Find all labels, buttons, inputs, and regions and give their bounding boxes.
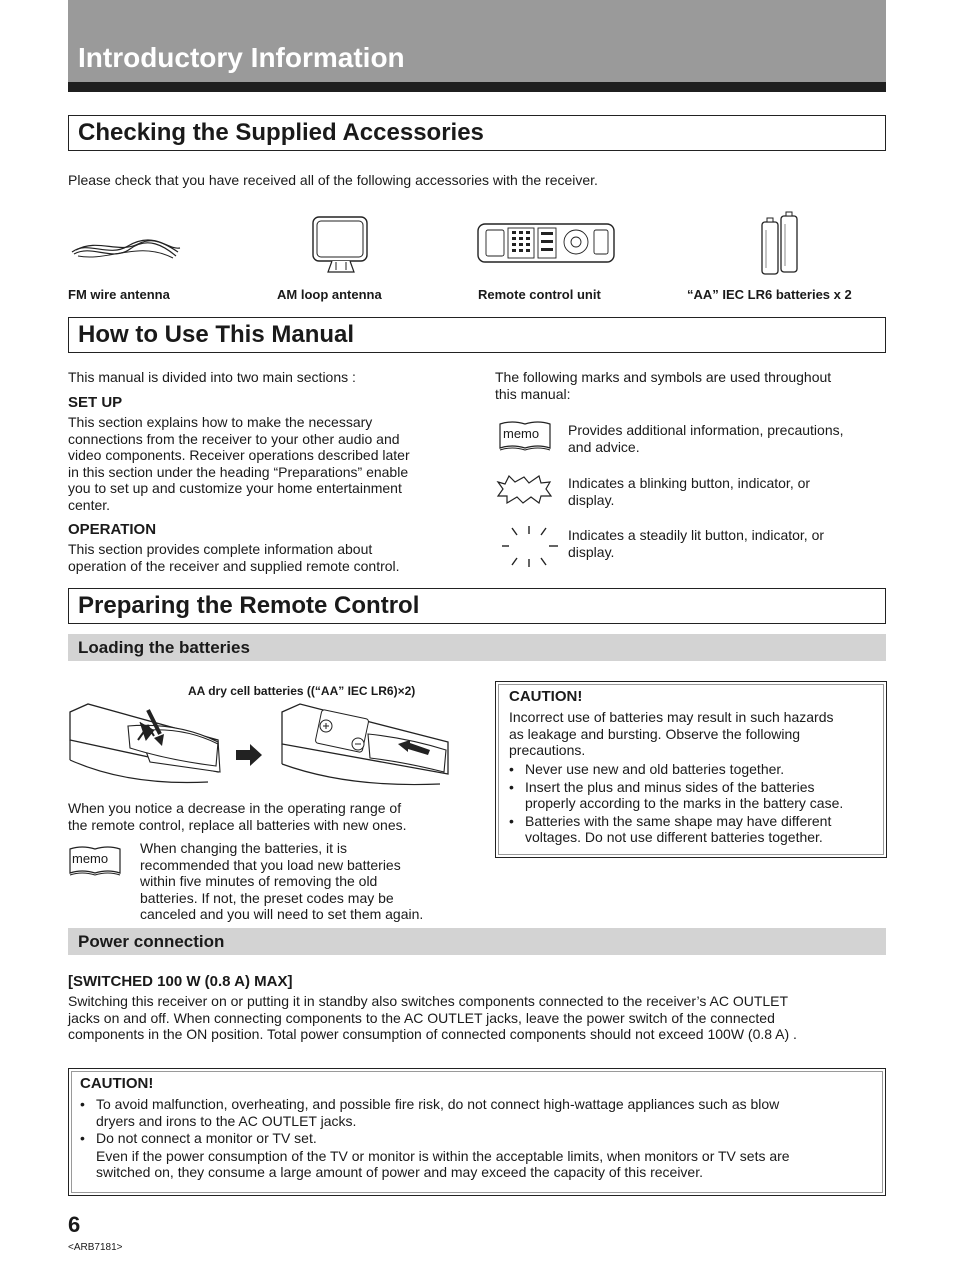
battery-caution-box <box>495 681 887 858</box>
list-item <box>80 1096 880 1129</box>
aa-batteries-icon <box>756 210 802 278</box>
power-caution-list <box>80 1096 880 1181</box>
power-connection-body <box>68 993 886 1043</box>
battery-caution-intro <box>509 709 879 759</box>
text-line: within five minutes of removing the old <box>140 873 378 889</box>
mark-memo-description <box>568 422 888 455</box>
text-line: switched on, they consume a large amount of power and may exceed the capacity of this receiver. <box>96 1164 703 1180</box>
text-line: the remote control, replace all batteries with new ones. <box>68 816 407 833</box>
lit-indicator-icon <box>500 522 560 568</box>
text-line: precautions. <box>509 742 586 758</box>
blinking-indicator-icon <box>495 472 553 506</box>
text-line: display. <box>568 491 615 508</box>
manual-intro: This manual is divided into two main sections : <box>68 369 356 385</box>
power-caution-box <box>68 1068 886 1196</box>
text-line: and advice. <box>568 438 640 455</box>
accessories-heading-box <box>68 115 886 151</box>
text-line: This section provides complete information about <box>68 541 373 557</box>
loading-batteries-heading-bar <box>68 634 886 661</box>
operation-description <box>68 541 468 574</box>
operation-title: OPERATION <box>68 521 157 538</box>
battery-loading-illustration <box>68 700 468 788</box>
text-line: voltages. Do not use different batteries together. <box>525 829 823 845</box>
header-rule <box>68 82 886 92</box>
accessories-intro: Please check that you have received all of the following accessories with the receiver. <box>68 172 598 188</box>
header-bar <box>68 0 886 82</box>
text-line: When you notice a decrease in the operating range of <box>68 800 402 816</box>
text-line: The following marks and symbols are used throughout <box>495 369 832 385</box>
accessory-batteries-label: “AA” IEC LR6 batteries x 2 <box>687 287 852 302</box>
memo-icon <box>498 420 548 450</box>
text-line: Indicates a blinking button, indicator, or <box>568 475 811 491</box>
text-line: Indicates a steadily lit button, indicator, or <box>568 527 825 543</box>
remote-control-unit-icon <box>476 218 616 266</box>
text-line: as leakage and bursting. Observe the following <box>509 725 801 742</box>
text-line: jacks on and off. When connecting components to the AC OUTLET jacks, leave the power switch of the connected <box>68 1009 775 1026</box>
accessory-remote-control-label: Remote control unit <box>478 287 601 302</box>
mark-lit-description <box>568 527 888 560</box>
text-line: • Insert the plus and minus sides of the batteries <box>525 778 815 795</box>
list-item <box>80 1130 880 1181</box>
accessories-heading: Checking the Supplied Accessories <box>78 119 484 146</box>
memo-icon-label: memo <box>503 426 540 441</box>
text-line: • To avoid malfunction, overheating, and possible fire risk, do not connect high-wattage appliances such as blow <box>96 1096 780 1112</box>
text-line: • Batteries with the same shape may have different <box>525 812 832 829</box>
document-code: <ARB7181> <box>68 1242 123 1253</box>
text-line: display. <box>568 543 615 560</box>
accessory-fm-wire-antenna-label: FM wire antenna <box>68 287 170 302</box>
list-item <box>509 779 881 812</box>
text-line: video components. Receiver operations described later <box>68 447 410 463</box>
text-line: this manual: <box>495 385 571 402</box>
battery-caution-list <box>509 761 881 846</box>
fm-wire-antenna-icon <box>68 232 183 268</box>
text-line: center. <box>68 496 111 513</box>
memo-icon-label: memo <box>72 851 109 866</box>
text-line: dryers and irons to the AC OUTLET jacks. <box>96 1112 357 1129</box>
manual-heading: How to Use This Manual <box>78 321 355 348</box>
text-line: components in the ON position. Total power consumption of connected components should not exceed 100W (0.8 A) . <box>68 1026 797 1042</box>
text-line: properly according to the marks in the battery case. <box>525 795 844 811</box>
text-line: Even if the power consumption of the TV or monitor is within the acceptable limits, when monitors or TV sets are <box>96 1147 790 1164</box>
battery-illustration-label: AA dry cell batteries ((“AA” IEC LR6)×2) <box>188 684 416 698</box>
remote-heading-box <box>68 588 886 624</box>
text-line: Provides additional information, precautions, <box>568 422 844 438</box>
text-line: in this section under the heading “Preparations” enable <box>68 463 409 480</box>
text-line: Incorrect use of batteries may result in such hazards <box>509 709 834 725</box>
page-number: 6 <box>68 1212 81 1237</box>
text-line: This section explains how to make the necessary <box>68 414 373 430</box>
text-line: recommended that you load new batteries <box>140 856 401 873</box>
mark-blinking-description <box>568 475 888 508</box>
battery-caution-title: CAUTION! <box>509 688 583 705</box>
text-line: • Never use new and old batteries together. <box>525 761 785 777</box>
text-line: • Do not connect a monitor or TV set. <box>96 1130 317 1146</box>
power-caution-title: CAUTION! <box>80 1075 154 1092</box>
text-line: Switching this receiver on or putting it in standby also switches components connected to the receiver’s AC OUTLET <box>68 993 789 1009</box>
accessory-am-loop-antenna-label: AM loop antenna <box>277 287 382 302</box>
manual-heading-box <box>68 317 886 353</box>
text-line: operation of the receiver and supplied remote control. <box>68 557 400 574</box>
list-item <box>509 813 881 846</box>
setup-description <box>68 414 468 513</box>
am-loop-antenna-icon <box>310 214 372 276</box>
memo-icon <box>68 845 118 875</box>
text-line: canceled and you will need to set them again. <box>140 906 424 922</box>
text-line: batteries. If not, the preset codes may be <box>140 889 394 906</box>
text-line: connections from the receiver to your other audio and <box>68 430 400 447</box>
power-connection-heading-bar <box>68 928 886 955</box>
switched-outlet-title: [SWITCHED 100 W (0.8 A) MAX] <box>68 973 293 990</box>
page-title: Introductory Information <box>78 42 405 73</box>
memo-note <box>140 840 470 923</box>
power-connection-heading: Power connection <box>78 932 225 951</box>
remote-heading: Preparing the Remote Control <box>78 592 420 619</box>
replace-batteries-text <box>68 800 478 833</box>
list-item <box>509 761 881 778</box>
loading-batteries-heading: Loading the batteries <box>78 638 250 657</box>
marks-intro <box>495 369 885 402</box>
setup-title: SET UP <box>68 394 123 411</box>
text-line: When changing the batteries, it is <box>140 840 348 856</box>
text-line: you to set up and customize your home entertainment <box>68 480 402 496</box>
